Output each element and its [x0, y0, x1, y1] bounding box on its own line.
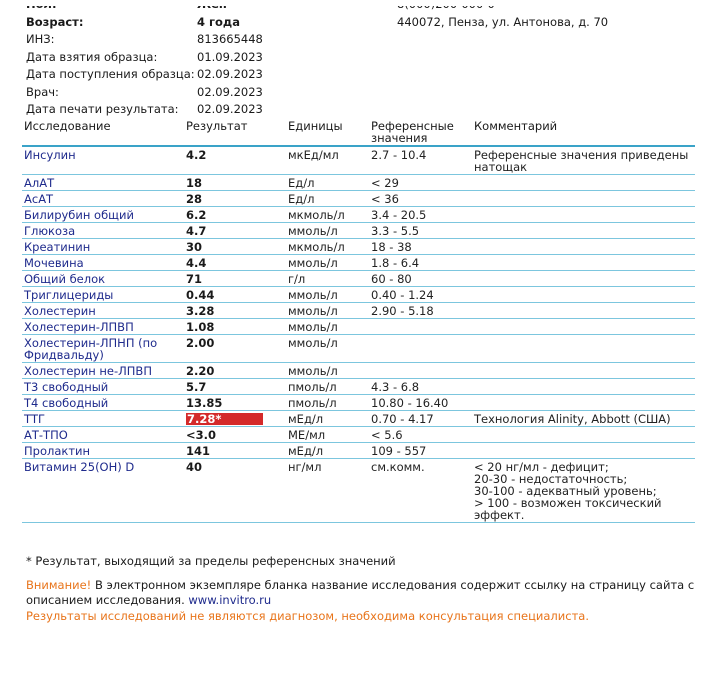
test-result: 2.20 — [184, 363, 286, 379]
test-comment: Референсные значения приведены натощак — [472, 146, 695, 175]
test-name[interactable]: Общий белок — [22, 271, 184, 287]
test-reference: 1.8 - 6.4 — [369, 255, 472, 271]
table-row — [22, 271, 695, 287]
table-row — [22, 395, 695, 411]
test-comment — [472, 427, 695, 443]
test-reference: 3.4 - 20.5 — [369, 207, 472, 223]
test-result: 4.7 — [184, 223, 286, 239]
test-comment — [472, 223, 695, 239]
patient-row — [26, 84, 263, 102]
test-comment: Технология Alinity, Abbott (США) — [472, 411, 695, 427]
test-reference: 2.7 - 10.4 — [369, 146, 472, 175]
test-name[interactable]: Холестерин — [22, 303, 184, 319]
test-name[interactable]: Холестерин-ЛПВП — [22, 319, 184, 335]
test-comment — [472, 443, 695, 459]
col-comment: Комментарий — [472, 118, 695, 146]
disclaimer: Результаты исследований не являются диагнозом, необходима консультация специалиста. — [26, 609, 589, 623]
table-row — [22, 363, 695, 379]
table-row — [22, 207, 695, 223]
table-row — [22, 287, 695, 303]
test-reference — [369, 363, 472, 379]
test-name[interactable]: Инсулин — [22, 146, 184, 175]
table-row — [22, 223, 695, 239]
table-row — [22, 427, 695, 443]
test-name[interactable]: Триглицериды — [22, 287, 184, 303]
test-name[interactable]: Мочевина — [22, 255, 184, 271]
test-result: 1.08 — [184, 319, 286, 335]
test-units: ммоль/л — [286, 335, 369, 363]
footnote: * Результат, выходящий за пределы референсных значений — [26, 554, 396, 568]
patient-row — [26, 31, 263, 49]
test-units: г/л — [286, 271, 369, 287]
warning-text: В электронном экземпляре бланка название исследования содержит ссылку на страницу сайта с описанием исследования. — [26, 578, 695, 607]
test-name[interactable]: Т3 свободный — [22, 379, 184, 395]
test-units: ммоль/л — [286, 363, 369, 379]
warning-label: Внимание! — [26, 578, 92, 592]
test-reference: < 29 — [369, 175, 472, 191]
test-name[interactable]: АлАТ — [22, 175, 184, 191]
test-units: мкмоль/л — [286, 207, 369, 223]
col-reference-line1: Референсные — [371, 119, 454, 133]
table-row — [22, 319, 695, 335]
test-reference — [369, 319, 472, 335]
test-result: 6.2 — [184, 207, 286, 223]
print-date-value: 02.09.2023 — [197, 102, 263, 116]
test-comment — [472, 363, 695, 379]
age-value: 4 года — [197, 14, 240, 29]
inz-label: ИНЗ: — [26, 32, 55, 46]
test-comment — [472, 207, 695, 223]
test-reference: 3.3 - 5.5 — [369, 223, 472, 239]
test-units: Ед/л — [286, 191, 369, 207]
test-comment — [472, 175, 695, 191]
table-row — [22, 443, 695, 459]
age-label: Возраст: — [26, 14, 84, 29]
test-units: ммоль/л — [286, 223, 369, 239]
test-reference: 18 - 38 — [369, 239, 472, 255]
col-result: Результат — [184, 118, 286, 146]
test-reference: см.комм. — [369, 459, 472, 523]
table-row — [22, 303, 695, 319]
test-result: <3.0 — [184, 427, 286, 443]
test-comment — [472, 287, 695, 303]
table-row — [22, 379, 695, 395]
test-name[interactable]: Т4 свободный — [22, 395, 184, 411]
test-units: пмоль/л — [286, 379, 369, 395]
patient-info — [26, 0, 263, 119]
patient-row — [26, 66, 263, 84]
test-reference: 0.40 - 1.24 — [369, 287, 472, 303]
test-name[interactable]: Витамин 25(OH) D — [22, 459, 184, 523]
table-row — [22, 255, 695, 271]
table-row — [22, 175, 695, 191]
test-result: 4.2 — [184, 146, 286, 175]
receipt-date-value: 02.09.2023 — [197, 67, 263, 81]
test-units: мЕд/л — [286, 443, 369, 459]
test-units: мЕд/л — [286, 411, 369, 427]
test-name[interactable]: Креатинин — [22, 239, 184, 255]
col-reference — [369, 118, 472, 146]
results-body — [22, 146, 695, 523]
test-units: МЕ/мл — [286, 427, 369, 443]
test-units: мкЕд/мл — [286, 146, 369, 175]
test-comment — [472, 319, 695, 335]
test-name[interactable]: Холестерин-ЛПНП (по Фридвальду) — [22, 335, 184, 363]
results-table — [22, 118, 695, 523]
test-result: 3.28 — [184, 303, 286, 319]
warning-block — [26, 578, 706, 608]
test-units: ммоль/л — [286, 255, 369, 271]
test-units: ммоль/л — [286, 303, 369, 319]
test-reference — [369, 335, 472, 363]
test-reference: 10.80 - 16.40 — [369, 395, 472, 411]
table-row — [22, 146, 695, 175]
test-result: 2.00 — [184, 335, 286, 363]
test-result: 30 — [184, 239, 286, 255]
inz-value: 813665448 — [197, 32, 263, 46]
test-result: 28 — [184, 191, 286, 207]
test-comment — [472, 303, 695, 319]
test-name[interactable]: ТТГ — [22, 411, 184, 427]
test-result: 40 — [184, 459, 286, 523]
test-comment — [472, 335, 695, 363]
test-name[interactable]: Глюкоза — [22, 223, 184, 239]
table-row — [22, 191, 695, 207]
patient-row — [26, 14, 263, 32]
test-reference: 60 - 80 — [369, 271, 472, 287]
test-result: 141 — [184, 443, 286, 459]
test-reference: 2.90 - 5.18 — [369, 303, 472, 319]
test-units: нг/мл — [286, 459, 369, 523]
col-units: Единицы — [286, 118, 369, 146]
patient-row — [26, 101, 263, 119]
test-comment — [472, 191, 695, 207]
table-row — [22, 239, 695, 255]
doctor-value: 02.09.2023 — [197, 84, 263, 99]
doctor-label: Врач: — [26, 84, 59, 99]
test-result — [184, 411, 286, 427]
test-units: Ед/л — [286, 175, 369, 191]
print-date-label: Дата печати результата: — [26, 102, 179, 116]
out-of-range-badge: 7.28* — [186, 413, 263, 425]
invitro-link[interactable]: www.invitro.ru — [188, 593, 272, 607]
patient-row — [26, 49, 263, 67]
test-comment: < 20 нг/мл - дефицит; 20-30 - недостаточность; 30-100 - адекватный уровень; > 100 - возможен токсический эффект. — [472, 459, 695, 523]
test-name[interactable]: АТ-ТПО — [22, 427, 184, 443]
table-row — [22, 335, 695, 363]
table-row — [22, 411, 695, 427]
col-reference-line2: значения — [371, 131, 428, 145]
test-comment — [472, 379, 695, 395]
test-name[interactable]: АсАТ — [22, 191, 184, 207]
test-units: пмоль/л — [286, 395, 369, 411]
test-comment — [472, 271, 695, 287]
test-units: ммоль/л — [286, 287, 369, 303]
test-comment — [472, 395, 695, 411]
test-reference: 4.3 - 6.8 — [369, 379, 472, 395]
test-result: 4.4 — [184, 255, 286, 271]
test-reference: < 36 — [369, 191, 472, 207]
test-name[interactable]: Билирубин общий — [22, 207, 184, 223]
test-units: мкмоль/л — [286, 239, 369, 255]
test-comment — [472, 255, 695, 271]
sample-date-value: 01.09.2023 — [197, 49, 263, 64]
test-result: 13.85 — [184, 395, 286, 411]
test-result: 18 — [184, 175, 286, 191]
lab-address: 440072, Пенза, ул. Антонова, д. 70 — [397, 14, 609, 29]
test-result: 71 — [184, 271, 286, 287]
sample-date-label: Дата взятия образца: — [26, 49, 158, 64]
test-comment — [472, 239, 695, 255]
test-name[interactable]: Пролактин — [22, 443, 184, 459]
table-header — [22, 118, 695, 146]
page-top-edge — [0, 0, 720, 6]
test-reference: 0.70 - 4.17 — [369, 411, 472, 427]
test-reference: < 5.6 — [369, 427, 472, 443]
receipt-date-label: Дата поступления образца: — [26, 67, 195, 81]
test-reference: 109 - 557 — [369, 443, 472, 459]
test-name[interactable]: Холестерин не-ЛПВП — [22, 363, 184, 379]
table-row — [22, 459, 695, 523]
test-result: 5.7 — [184, 379, 286, 395]
test-units: ммоль/л — [286, 319, 369, 335]
test-result: 0.44 — [184, 287, 286, 303]
col-test: Исследование — [22, 118, 184, 146]
